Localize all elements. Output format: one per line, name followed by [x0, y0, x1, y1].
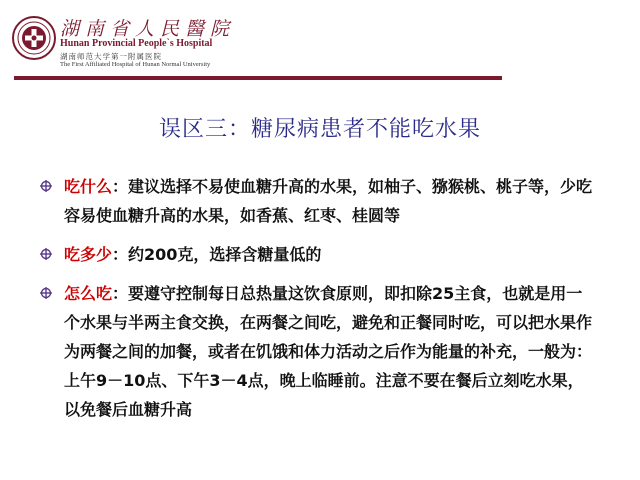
header-divider [14, 76, 502, 80]
hospital-name-en: Hunan Provincial People`s Hospital [60, 38, 213, 49]
bullet-item [38, 172, 598, 230]
slide-header [0, 0, 640, 86]
bullet-item [38, 279, 598, 424]
slide-title: 误区三：糖尿病患者不能吃水果 [158, 117, 481, 142]
crosshair-bullet-icon [40, 180, 52, 192]
hospital-emblem-icon [12, 16, 56, 60]
bullet-term: 吃什么 [64, 177, 113, 196]
affiliation-cn: 湖南师范大学第一附属医院 [60, 52, 162, 61]
bullet-term: 怎么吃 [64, 284, 113, 303]
affiliation-en: The First Affiliated Hospital of Hunan Normal University [60, 61, 211, 68]
bullet-text: ：建议选择不易使血糖升高的水果，如柚子、猕猴桃、桃子等，少吃容易使血糖升高的水果，如香蕉、红枣、桂圆等 [64, 177, 593, 225]
bullet-text: ：约200克，选择含糖量低的 [112, 245, 322, 264]
bullet-list [38, 172, 598, 434]
crosshair-bullet-icon [40, 248, 52, 260]
crosshair-bullet-icon [40, 287, 52, 299]
bullet-term: 吃多少 [64, 245, 113, 264]
hospital-name-cn: 湖南省人民醫院 [60, 18, 236, 40]
bullet-text: ：要遵守控制每日总热量这饮食原则，即扣除25主食，也就是用一个水果与半两主食交换，在两餐之间吃，避免和正餐同时吃，可以把水果作为两餐之间的加餐，或者在饥饿和体力活动之后作为能量的补充，一般为：上午9－10点、下午3－4点，晚上临睡前。注意不要在餐后立刻吃水果，以免餐后血糖升高 [64, 284, 593, 419]
bullet-item [38, 240, 598, 269]
